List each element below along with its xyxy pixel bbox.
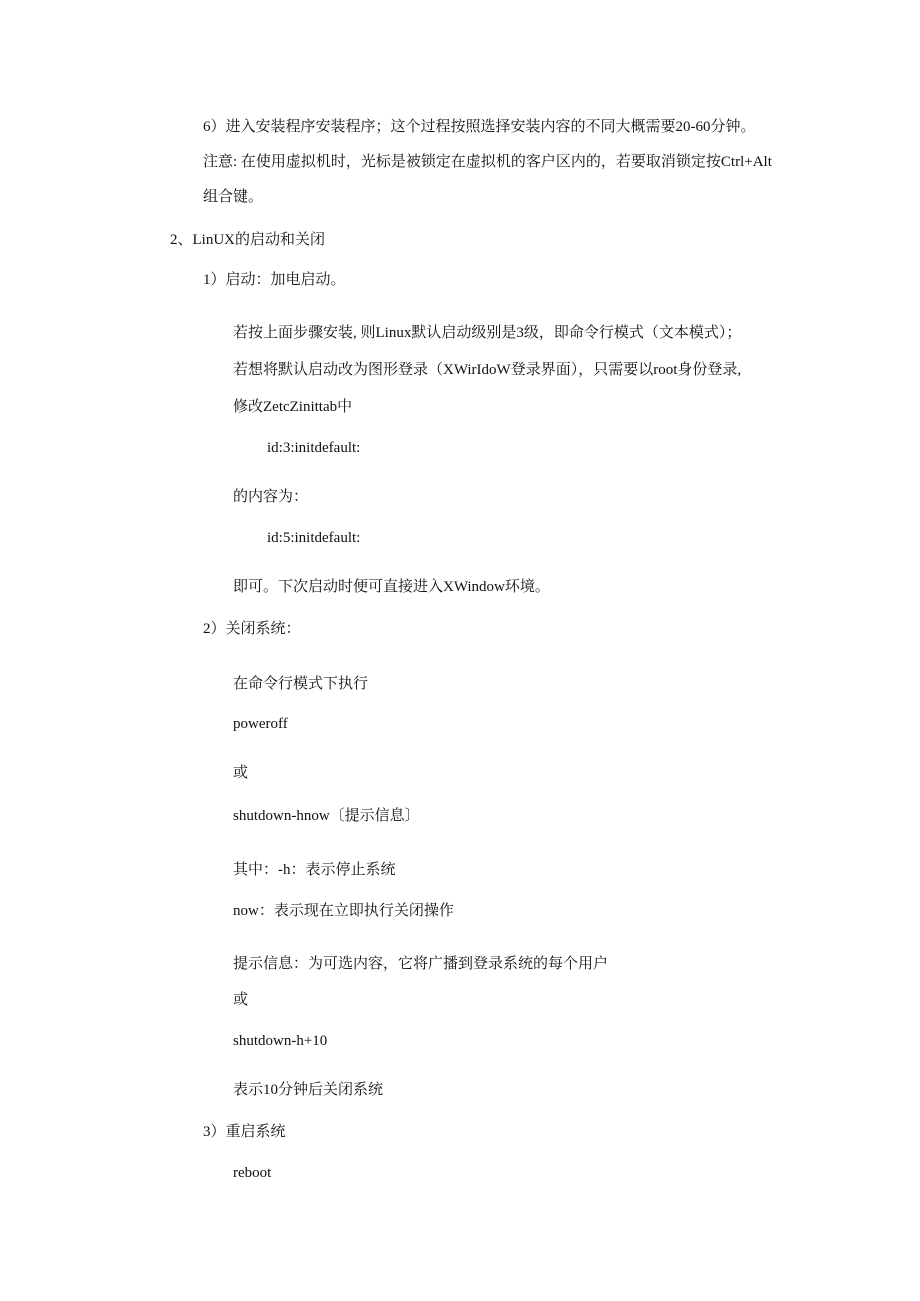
note-virtual-machine-cursor: 注意: 在使用虚拟机时，光标是被锁定在虚拟机的客户区内的，若要取消锁定按Ctrl+Alt [203,154,772,170]
command-mode-instruction: 在命令行模式下执行 [233,676,369,692]
section-2-heading: 2、LinUX的启动和关闭 [170,232,325,248]
note-continuation: 组合键。 [203,189,264,205]
code-reboot: reboot [233,1165,272,1181]
subsection-startup: 1）启动：加电启动。 [203,272,346,288]
step-6-install-text: 6）进入安装程序安装程序；这个过程按照选择安装内容的不同大概需要20-60分钟。 [203,119,756,135]
graphical-login-instruction: 若想将默认启动改为图形登录（XWirIdoW登录界面），只需要以root身份登录, [233,362,742,378]
xwindow-note: 即可。下次启动时便可直接进入XWindow环境。 [233,579,550,595]
shutdown-10-explanation: 表示10分钟后关闭系统 [233,1082,384,1098]
subsection-reboot: 3）重启系统 [203,1124,286,1140]
subsection-shutdown: 2）关闭系统： [203,621,301,637]
code-initdefault-5: id:5:initdefault: [267,530,361,546]
message-explanation: 提示信息：为可选内容，它将广播到登录系统的每个用户 [233,956,609,972]
code-shutdown-now: shutdown-hnow〔提示信息〕 [233,808,420,824]
edit-inittab-instruction: 修改ZetcZinittab中 [233,399,353,415]
or-text-1: 或 [233,765,249,781]
or-text-2: 或 [233,992,249,1008]
option-now-explanation: now：表示现在立即执行关闭操作 [233,903,454,919]
option-h-explanation: 其中：-h：表示停止系统 [233,862,396,878]
runlevel-explanation: 若按上面步骤安装, 则Linux默认启动级别是3级，即命令行模式（文本模式）； [233,325,742,341]
change-content-label: 的内容为： [233,489,309,505]
code-initdefault-3: id:3:initdefault: [267,440,361,456]
code-shutdown-10: shutdown-h+10 [233,1033,328,1049]
code-poweroff: poweroff [233,716,288,732]
